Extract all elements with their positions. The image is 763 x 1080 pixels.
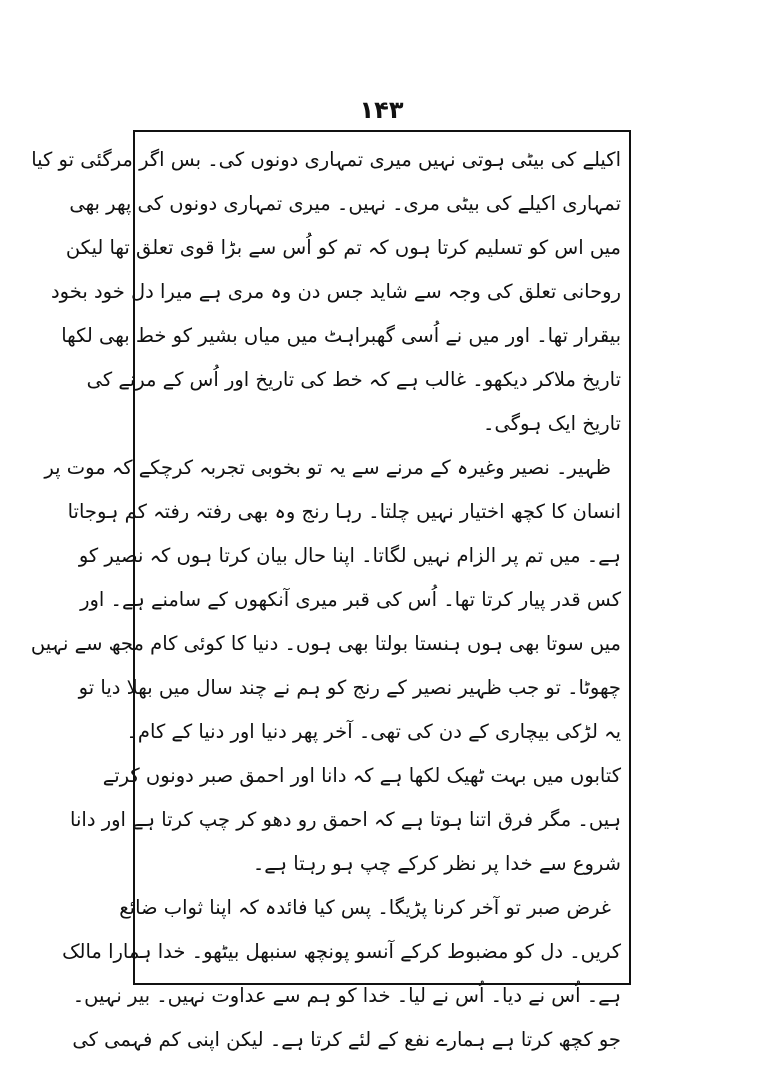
text-line: میں اس کو تسلیم کرتا ہوں کہ تم کو اُس سے بڑا قوی تعلق تھا لیکن [65,236,621,259]
text-line: ہے۔ میں تم پر الزام نہیں لگاتا۔ اپنا حال بیان کرتا ہوں کہ نصیر کو [78,544,621,567]
text-line: ظہیر۔ نصیر وغیرہ کے مرنے سے یہ تو بخوبی تجربہ کرچکے کہ موت پر [44,456,611,479]
text-line: شروع سے خدا پر نظر کرکے چپ ہو رہتا ہے۔ [252,852,621,875]
text-line: اکیلے کی بیٹی ہوتی نہیں میری تمہاری دونوں کی۔ بس اگر مرگئی تو کیا [31,148,621,171]
text-line: میں سوتا بھی ہوں ہنستا بولتا بھی ہوں۔ دنیا کا کوئی کام مجھ سے نہیں [30,632,621,655]
text-line: تاریخ ایک ہوگی۔ [483,412,621,435]
text-line: انسان کا کچھ اختیار نہیں چلتا۔ رہا رنج وہ بھی رفتہ رفتہ کم ہوجاتا [67,500,621,523]
text-line: یہ لڑکی بیچاری کے دن کی تھی۔ آخر پھر دنیا اور دنیا کے کام۔ [126,720,621,743]
text-frame [30,130,631,1051]
text-line: روحانی تعلق کی وجہ سے شاید جس دن وہ مری ہے میرا دل خود بخود [50,280,621,303]
text-line: چھوٹا۔ تو جب ظہیر نصیر کے رنج کو ہم نے چند سال میں بھلا دیا تو [78,676,621,699]
page-number: ۱۴۳ [359,96,404,124]
text-line: غرض صبر تو آخر کرنا پڑیگا۔ پس کیا فائدہ کہ اپنا ثواب ضائع [119,896,611,919]
letter-text [30,138,621,1051]
text-line: جو کچھ کرتا ہے ہمارے نفع کے لئے کرتا ہے۔ لیکن اپنی کم فہمی کی [72,1028,621,1051]
text-line: کریں۔ دل کو مضبوط کرکے آنسو پونچھ سنبھل بیٹھو۔ خدا ہمارا مالک [62,940,621,963]
text-line: کتابوں میں بہت ٹھیک لکھا ہے کہ دانا اور احمق صبر دونوں کرتے [102,764,621,787]
text-line: کس قدر پیار کرتا تھا۔ اُس کی قبر میری آنکھوں کے سامنے ہے۔ اور [80,588,621,611]
text-line: ہیں۔ مگر فرق اتنا ہوتا ہے کہ احمق رو دھو کر چپ کرتا ہے اور دانا [70,808,621,831]
text-line: تمہاری اکیلے کی بیٹی مری۔ نہیں۔ میری تمہاری دونوں کی پھر بھی [69,192,621,215]
text-line: تاریخ ملاکر دیکھو۔ غالب ہے کہ خط کی تاریخ اور اُس کے مرنے کی [86,368,621,391]
text-line: ہے۔ اُس نے دیا۔ اُس نے لیا۔ خدا کو ہم سے عداوت نہیں۔ بیر نہیں۔ [72,984,621,1007]
text-line: بیقرار تھا۔ اور میں نے اُسی گھبراہٹ میں میاں بشیر کو خط بھی لکھا [61,324,621,347]
